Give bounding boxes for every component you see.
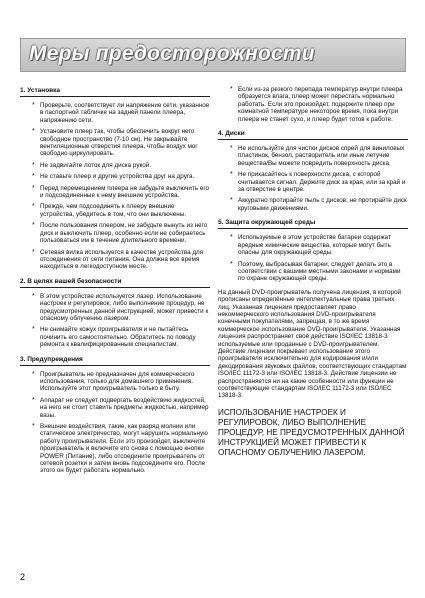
list-item: * В этом устройстве используется лазер. Использование настроек и регулировок, либо выполнение процедур, не предусмотренных данной инструкцией, может привести к опасному облучению лазером. xyxy=(20,293,210,323)
list-item: * Перед перемещением плеера не забудьте выключить его и подсоединенные к нему внешние устройства. xyxy=(20,185,210,200)
section-warnings xyxy=(20,355,210,475)
list-item: * Не используйте для чистки дисков спрей для виниловых пластинок, бензол, растворитель или иные летучие вещества/Вы можете повредить поверхность диска. xyxy=(218,145,408,167)
title-bar xyxy=(20,38,406,72)
list-item: * Внешние воздействия, такие, как разряд молнии или статическое электричество, могут нарушить нормальную работу проигрывателя. Если это произойдет, выключите проигрыватель и включите его снова с помощью кнопки POWER (Питание), либо отсоедините проигрыватель от сетевой розетки и затем вновь подсоедините его. После этого он будет работать нормально. xyxy=(20,423,210,475)
list-item: * Проигрыватель не предназначен для коммерческого использования, только для домашнего применения. Используйте этот проигрыватель только в быту. xyxy=(20,371,210,393)
list-item: * Поэтому, выбрасывая батареи, следует делать это в соответствии с вашими местными законами и нормами по охране окружающей среды. xyxy=(218,261,408,283)
list-item: * После пользования плеером, не забудьте вынуть из него диск и выключить плеер, особенно если не собираетесь пользоваться им в течение длительного времени. xyxy=(20,222,210,244)
bullet-list xyxy=(218,86,408,123)
section-discs xyxy=(218,129,408,212)
page-title: Меры предосторожности xyxy=(29,42,315,65)
section-heading: 1. Установка xyxy=(20,86,210,97)
list-item: * Если из-за резкого перепада температур внутри плеера образуется влага, плеер может перестать нормально работать. Если это произойдет, подержите плеер при комнатной температуре некоторое время, пока внутри плеера не станет сухо, и плеер будет готов к работе. xyxy=(218,86,408,123)
bullet-list xyxy=(20,293,210,349)
bullet-list xyxy=(20,102,210,271)
section-warnings-continued xyxy=(218,86,408,123)
list-item: * Аппарат не следует подвергать воздействию жидкостей, на него не стоит ставить предметы жидкостью, например вазы. xyxy=(20,397,210,419)
list-item: * Сетевая вилка используется в качестве устройства для отсоединения от сети питания. Она должна все время находиться в легкодоступном месте. xyxy=(20,249,210,271)
list-item: * Используемые в этом устройстве батареи содержат вредные химические вещества, которые могут быть опасны для окружающей среды. xyxy=(218,234,408,256)
section-heading: 2. В целях вашей безопасности xyxy=(20,277,210,288)
list-item: * Не прикасайтесь к поверхности диска, с которой считывается сигнал. Держите диск за края, или за край и за отверстие в центре. xyxy=(218,171,408,193)
bullet-list xyxy=(20,371,210,475)
page-number: 2 xyxy=(20,572,26,582)
list-item: * Проверьте, соответствует ли напряжение сети, указанное в паспортной табличке на задней панели плеера, напряжению сети. xyxy=(20,102,210,124)
left-column xyxy=(20,86,210,481)
bullet-list xyxy=(218,145,408,212)
list-item: * Не задвигайте лоток для диска рукой. xyxy=(20,162,210,169)
section-heading: 4. Диски xyxy=(218,129,408,140)
list-item: * Аккуратно протирайте пыль с дисков; не протирайте диск круговыми движениями. xyxy=(218,197,408,212)
list-item: * Не ставьте плеер и другие устройства друг на друга. xyxy=(20,173,210,180)
section-heading: 5. Защита окружающей среды xyxy=(218,218,408,229)
list-item: * Прежде, чем подсоединять к плееру внешние устройства, убедитесь в том, что они выключены. xyxy=(20,203,210,218)
list-item: * Установите плеер так, чтобы обеспечить вокруг него свободное пространство (7-10 см). Не закрывайте вентиляционные отверстия плеера, чтобы воздух мог свободно циркулировать. xyxy=(20,128,210,158)
section-heading: 3. Предупреждения xyxy=(20,355,210,366)
license-paragraph: На данный DVD-проигрыватель получена лицензия, в которой прописаны определённые интеллектуальные права третьих лиц. Указанная лицензия предоставляет право некоммерческого использования DVD-проигрывателя конечными покупателями, запрещая, в то же время коммерческое использование DVD-проигрывателя. Указанная лицензия распространяет своё действие ISO/IEC 13818-3 используемые или проданные с DVD-проигрывателем. Действие лицензии покрывает использование этого проигрывателя исключительно для кодирования и/или декодирования звуковых файлов, соответствующих стандартам ISO/IEC 11172-3 или ISO/IEC 13818-3. Действие лицензии не распространяется ни на какие особенности или функции не соответствующие стандартам ISO/IEC 11172-3 или ISO/IEC 13818-3. xyxy=(218,288,407,400)
list-item: * Не снимайте кожух проигрывателя и не пытайтесь починить его самостоятельно. Обратитесь по поводу ремонта к квалифицированным специалистам. xyxy=(20,326,210,348)
bullet-list xyxy=(218,234,408,282)
section-installation xyxy=(20,86,210,271)
right-column xyxy=(218,86,408,466)
laser-warning-paragraph: ИСПОЛЬЗОВАНИЕ НАСТРОЕК И РЕГУЛИРОВОК, ЛИБО ВЫПОЛНЕНИЕ ПРОЦЕДУР, НЕ ПРЕДУСМОТРЕННЫХ ДАННОЙ ИНСТРУКЦИЕЙ МОЖЕТ ПРИВЕСТИ К ОПАСНОМУ ОБЛУЧЕНИЮ ЛАЗЕРОМ. xyxy=(218,407,405,457)
section-safety xyxy=(20,277,210,349)
section-environment xyxy=(218,218,408,282)
